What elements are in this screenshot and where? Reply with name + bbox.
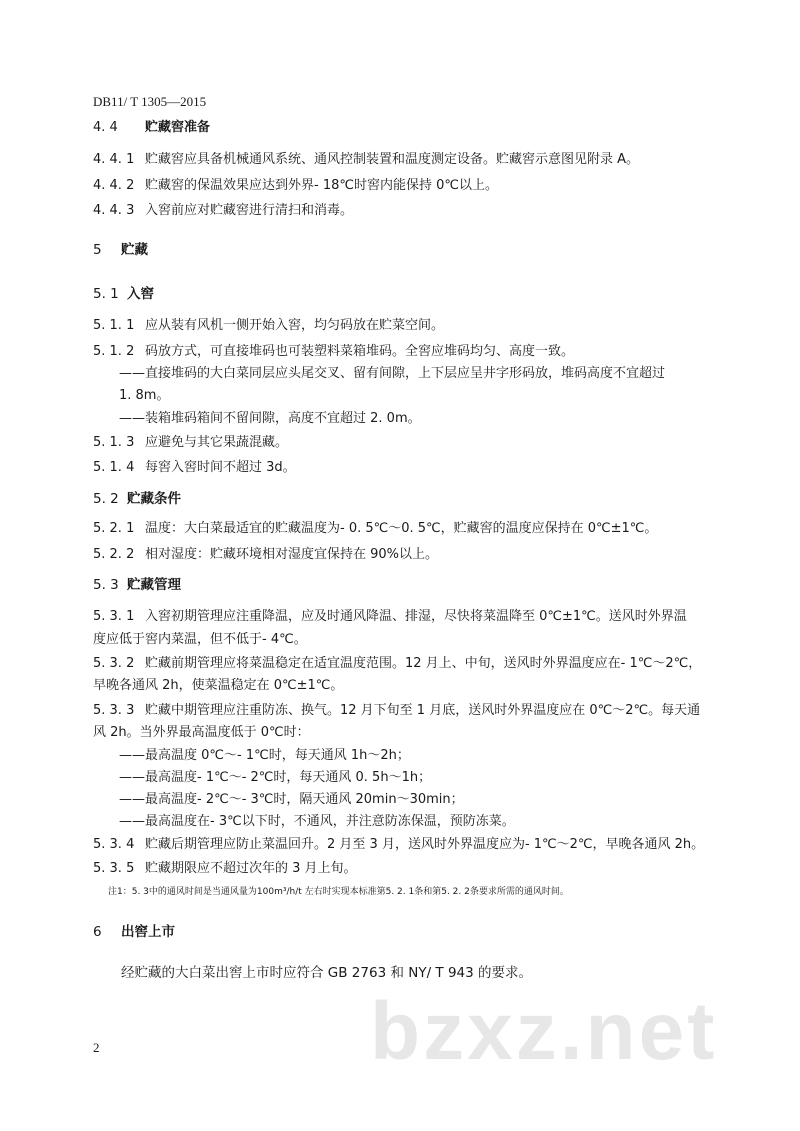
section-title: 贮藏 xyxy=(121,242,148,258)
clause-number: 4. 4. 3 xyxy=(93,203,135,218)
section-number: 4. 4 xyxy=(93,120,118,135)
clause-5-1-3 xyxy=(93,431,288,450)
section-5-heading xyxy=(93,238,148,258)
list-item: ——最高温度 0℃～- 1℃时，每天通风 1h～2h； xyxy=(119,748,410,763)
section-title: 入窖 xyxy=(127,286,154,302)
clause-number: 5. 3. 3 xyxy=(93,703,135,718)
section-number: 5. 1 xyxy=(93,286,119,302)
list-item: ——直接堆码的大白菜同层应头尾交叉、留有间隙，上下层应呈井字形码放，堆码高度不宜超过 xyxy=(119,366,666,381)
section-5-2-heading xyxy=(93,487,181,507)
list-item: ——最高温度- 1℃～- 2℃时，每天通风 0. 5h～1h； xyxy=(119,770,432,785)
list-item-continuation: 1. 8m。 xyxy=(119,388,170,403)
section-number: 5. 2 xyxy=(93,491,119,507)
clause-5-1-2 xyxy=(93,340,574,359)
section-title: 出窖上市 xyxy=(121,924,175,940)
clause-text: 贮藏窖应具备机械通风系统、通风控制装置和温度测定设备。贮藏窖示意图见附录 A。 xyxy=(145,152,640,167)
watermark-logo: bzxz.net xyxy=(370,986,718,1077)
clause-text: 入窖前应对贮藏窖进行清扫和消毒。 xyxy=(145,203,354,218)
clause-text: 贮藏窖的保温效果应达到外界- 18℃时窖内能保持 0℃以上。 xyxy=(145,178,498,193)
clause-5-1-4 xyxy=(93,456,296,475)
section-title: 贮藏窖准备 xyxy=(145,120,211,135)
clause-text: 应从装有风机一侧开始入窖，均匀码放在贮菜空间。 xyxy=(145,318,445,333)
clause-continuation: 风 2h。当外界最高温度低于 0℃时： xyxy=(93,725,310,740)
clause-text: 贮藏后期管理应防止菜温回升。2 月至 3 月，送风时外界温度应为- 1℃～2℃，早晚各通风 2h。 xyxy=(145,837,705,852)
section-number: 5. 3 xyxy=(93,577,119,593)
clause-5-3-2 xyxy=(93,652,701,671)
clause-number: 4. 4. 2 xyxy=(93,178,135,193)
section-6-text: 经贮藏的大白菜出窖上市时应符合 GB 2763 和 NY/ T 943 的要求。 xyxy=(121,965,533,981)
list-item: ——最高温度在- 3℃以下时，不通风，并注意防冻保温，预防冻菜。 xyxy=(119,814,515,829)
clause-5-3-1 xyxy=(93,605,687,624)
section-number: 6 xyxy=(93,924,102,940)
list-item: ——装箱堆码箱间不留间隙，高度不宜超过 2. 0m。 xyxy=(119,411,421,426)
clause-number: 5. 3. 4 xyxy=(93,837,135,852)
section-6-heading xyxy=(93,920,175,940)
clause-text: 温度：大白菜最适宜的贮藏温度为- 0. 5℃～0. 5℃，贮藏窖的温度应保持在 0℃±1℃。 xyxy=(145,521,658,536)
section-title: 贮藏条件 xyxy=(127,491,181,507)
page-number: 2 xyxy=(93,1040,100,1055)
clause-number: 4. 4. 1 xyxy=(93,152,135,167)
clause-5-3-3 xyxy=(93,699,700,718)
note: 注1：5. 3中的通风时间是当通风量为100m³/h/t 左右时实现本标准第5. 2. 1条和第5. 2. 2条要求所需的通风时间。 xyxy=(108,887,569,897)
clause-continuation: 度应低于窖内菜温，但不低于- 4℃。 xyxy=(93,632,307,647)
clause-4-4-1 xyxy=(93,148,639,167)
clause-5-1-1 xyxy=(93,314,444,333)
clause-number: 5. 3. 1 xyxy=(93,609,135,624)
clause-number: 5. 3. 5 xyxy=(93,861,135,876)
clause-number: 5. 2. 1 xyxy=(93,521,135,536)
clause-5-3-5 xyxy=(93,857,357,876)
clause-text: 相对湿度：贮藏环境相对湿度宜保持在 90%以上。 xyxy=(145,547,439,562)
clause-number: 5. 1. 4 xyxy=(93,460,135,475)
clause-text: 贮藏前期管理应将菜温稳定在适宜温度范围。12 月上、中旬，送风时外界温度应在- 1℃～2℃， xyxy=(145,656,702,671)
section-title: 贮藏管理 xyxy=(127,577,181,593)
clause-text: 贮藏期限应不超过次年的 3 月上旬。 xyxy=(145,861,357,876)
clause-number: 5. 1. 1 xyxy=(93,318,135,333)
clause-number: 5. 3. 2 xyxy=(93,656,135,671)
clause-number: 5. 2. 2 xyxy=(93,547,135,562)
clause-text: 码放方式，可直接堆码也可装塑料菜箱堆码。全窖应堆码均匀、高度一致。 xyxy=(145,344,575,359)
clause-text: 每窖入窖时间不超过 3d。 xyxy=(145,460,296,475)
section-5-1-heading xyxy=(93,282,154,302)
clause-4-4-2 xyxy=(93,174,498,193)
clause-number: 5. 1. 3 xyxy=(93,435,135,450)
clause-text: 入窖初期管理应注重降温，应及时通风降温、排湿，尽快将菜温降至 0℃±1℃。送风时外界温 xyxy=(145,609,687,624)
clause-text: 贮藏中期管理应注重防冻、换气。12 月下旬至 1 月底，送风时外界温度应在 0℃～2℃。每天通 xyxy=(145,703,701,718)
clause-text: 应避免与其它果蔬混藏。 xyxy=(145,435,289,450)
list-item: ——最高温度- 2℃～- 3℃时，隔天通风 20min～30min； xyxy=(119,792,464,807)
section-5-3-heading xyxy=(93,573,181,593)
section-4-4-heading xyxy=(93,116,210,135)
clause-5-2-2 xyxy=(93,543,438,562)
clause-number: 5. 1. 2 xyxy=(93,344,135,359)
document-header: DB11/ T 1305—2015 xyxy=(93,94,207,109)
section-number: 5 xyxy=(93,242,102,258)
clause-4-4-3 xyxy=(93,199,353,218)
clause-5-3-4 xyxy=(93,833,704,852)
clause-continuation: 早晚各通风 2h，使菜温稳定在 0℃±1℃。 xyxy=(93,678,344,693)
clause-5-2-1 xyxy=(93,517,657,536)
